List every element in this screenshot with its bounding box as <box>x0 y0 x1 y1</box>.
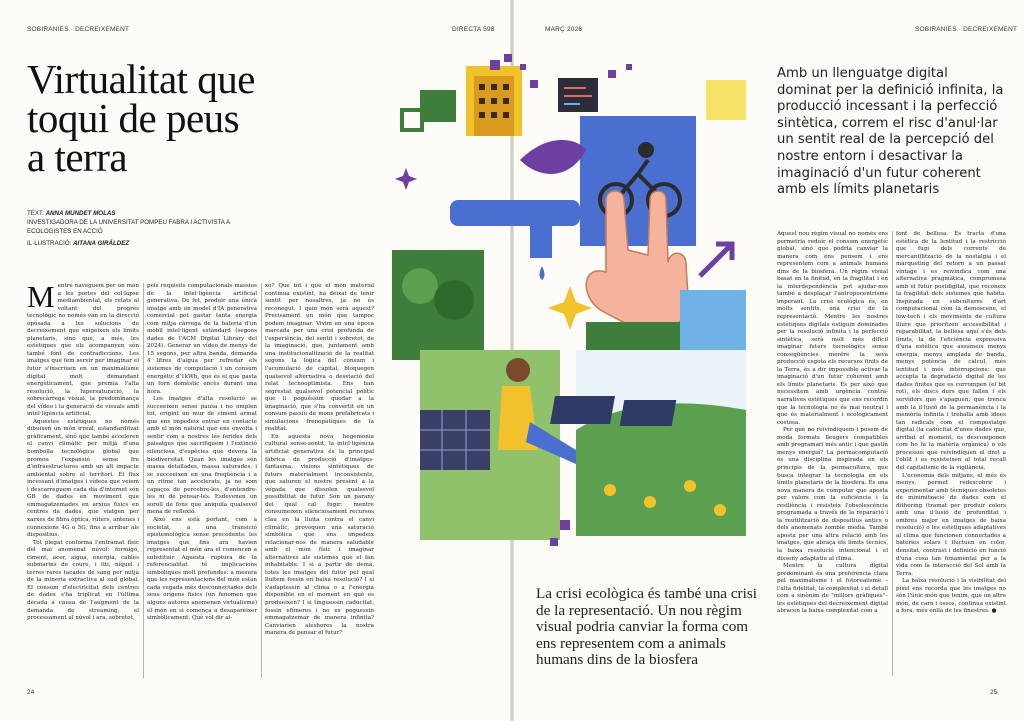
pixel-tree-tile <box>420 90 456 122</box>
author-credit <box>27 209 247 236</box>
paragraph: Les imatges d'alta resolució se succeeixen sense pausa i no omplen tot, erigint un mur de ciment armat que ens impedeix entrar en contacte amb el món natural que ens envolta i sentir com a nostres les ferides dels paisatges que sacrifiquem i l'extinció silenciosa d'espècies que devora la biodiversitat. Quan les imatges són massa detallades, massa saturades, i se succeeixen en una freqüència i a un ritme tan accelerats, ja no som capaços de percebre-les, d'entendre-les ni de pensar-les. Esdevenen un soroll de fons que aniquila qualsevol mena de reflexió. <box>147 396 257 516</box>
paragraph: Això ens està portant, com a societat, a una transició epistemològica sense precedents: les imatges que fins ara havien representat el món ara el comencen a substituir. Aquesta ruptura de la referencialitat té implicacions simbòliques molt profundes: a mesura que les representacions del món estan cada vegada més desconnectades dels seus orígens físics (un fenomen que alguns autores anomenen virtualisme) el món en si comença a desaparèixer simbòlicament. Què vol dir ai- <box>147 516 257 622</box>
column-rule <box>143 283 144 678</box>
column-rule <box>261 283 262 678</box>
cyclist-photo-tile <box>580 116 696 246</box>
water-drop <box>540 266 545 280</box>
issue-number: DIRECTA 598 <box>452 26 495 33</box>
paragraph: La baixa resolució i la visibilitat del píxel ens recorda que les imatges no són l'únic món que tenim, que un altre món, de carn i ossos, continua existint a fora, més enllà de les finestres. ● <box>896 578 1006 615</box>
faucet-pipe <box>450 200 580 226</box>
author-bio: INVESTIGADORA DE LA UNIVERSITAT POMPEU FABRA I ACTIVISTA A ECOLOGISTES EN ACCIÓ <box>27 219 230 235</box>
arrow-icon <box>700 246 730 276</box>
sun-tile <box>706 80 746 120</box>
column-rule <box>892 231 893 676</box>
body-column-5 <box>896 231 1006 679</box>
sky-tile <box>680 290 746 354</box>
paragraph: font de bellesa. Es tracta d'una estètica de la lentitud i la restricció que fugi dels corrents de mercantilització de la nostàlgia i el màrqueting del retorn a un passat vintage i es reivindica com una alternativa pragmàtica, compromesa amb el futur postdigital, que reconeix la fragilitat dels sistemes que habita. Inspirada en subcultures d'art computacional com la demoscene, el low-tech i els moviments de cultura lliure que prioritzen accessibilitat i reparabilitat, la bellesa aquí s'és dels límits, la de l'eficiència expressiva d'una estètica que assumeix menys energia, menys amplada de banda, menys potència de càlcul, més lentitud i més interrupcions: que accepta la degradació digital de les dades finites que es corrompen (el bit rot), els discs durs que fallen i els servidors que s'apaguen; que trenca amb la il·lusió de la permanència i la memòria infinita i treballa amb idees tan radicals com el compostatge digital (la caducitat d'unes dades que, arribat el moment, es descomponen com ho fa la matèria orgànica) o els processos que reivindiquen el dret a l'oblit i es resisteixen al total recall del capitalisme de la vigilància. <box>896 231 1006 471</box>
lead-paragraph <box>27 283 139 419</box>
illustration-credit <box>27 240 129 247</box>
pull-quote: La crisi ecològica és també una crisi de la representació. Un nou règim visual podria canviar la forma com ens representem com a animals humans dins de la biosfera <box>536 585 757 669</box>
issue-date: MARÇ 2026 <box>545 26 583 33</box>
paragraph: entre naveguem per un món a les portes del col·lapse mediambiental, els relats al voltant del progrés tecnològic no només van en la direcció oposada a les solucions de decreixement que exigeixen els límits planetaris, sinó que, a més, les estètiques que els acompanyen són també font de contradiccions. Les imatges que fem servir per imaginar el futur s'inscriuen en un maximalisme digital molt demandant energèticament, que premia l'alta resolució, la hipersaturació, la sobrecàrrega visual, la predominança del vídeo i la generació de visuals amb intel·ligència artificial. <box>27 283 139 418</box>
illustrator-name: AITANA GIRÁLDEZ <box>73 240 130 247</box>
paragraph: Aquest nou règim visual no només ens permetria reduir el consum energètic global, sinó que podria canviar la manera com ens pensem i ens representem com a animals humans dins de la biosfera. Un règim visual basat en la finitud, en la fragilitat i en la interdependència pot ajudar-nos també a desplaçar l'antropocentrisme imperant. La crisi ecològica és, en molts sentits, una crisi de la representació. Mentre les nostres estètiques digitals estiguin dominades per la resolució infinita i la perfecció sintètica, serà molt més difícil imaginar futurs tecnològics sense conseqüències mentre la seva producció esgota els recursos finits de la Terra, és a dir impossible activar la imaginació d'un futur coherent amb els límits planetaris. És per això que necessitem amb urgència contra-narratives estètiques que ens recordin que la tecnologia no és mai neutral i que és materialment i ecològicament costosa. <box>777 231 888 426</box>
page-number-left: 24 <box>27 689 35 696</box>
sparkle-small <box>395 168 417 190</box>
paragraph: xò? Que tot i que el món material continua existint, ha deixat de tenir sentit per nosaltres, ja no és reconegut. I quin món serà aquest? Precisament un món que tampoc podem imaginar. Vivim en una època marcada per una crisi profunda de l'experiència, del sentit i sobretot, de la imaginació, que, juntament amb una institucionalització de la realitat segons la lògica del consum i l'acumulació de capital, bloquegen qualsevol alternativa o desviació del relat tecnooptimista. Ens han segrestat qualsevol potencial polític que li poguéssim quedar a la imaginació, que s'ha convertit en un consum passiu de mons prefabricats i simulacions frenopàtiques de la realitat. <box>265 283 374 433</box>
paragraph: pels requisits computacionals massius de la intel·ligència artificial generativa. De fet, produir una única imatge amb un model d'IA generativa comercial pot gastar tanta energia com mitja càrrega de la bateria d'un mòbil intel·ligent estàndard (segons dades de l'ACM Digital Library del 2024). Generar un vídeo de menys de 15 segons, per altra banda, demanda 4 litres d'aigua per refredar els sistemes de computació i un consum energètic d'1kWh, que és el que gasta un forn domèstic encès durant una hora. <box>147 283 257 395</box>
sparkle-star <box>548 286 592 330</box>
page-number-right: 25 <box>990 689 998 696</box>
standfirst: Amb un llenguatge digital dominat per la definició infinita, la producció incessant i la perfecció sintètica, correm el risc d'anul·lar un sentit real de la percepció del nostre entorn i desactivar la imaginació d'un futur coherent amb els límits planetaris <box>777 66 1004 198</box>
paragraph: L'economia dels mitjans, el més és menys, permet redescobrir i experimentar amb tècniques obsoletes de minimització de dades com el dithering (tramat per produir colors amb una il·lusió de profunditat i ombres major en imatges de baixa resolució) o les estètiques adaptatives al clima que funcionen connectades a bateries solars i fluctuen en color, densitat, contrast i definició en funció d'una cosa tan fonamental per a la vida com la interacció del Sol amb la Terra. <box>896 472 1006 577</box>
body-column-1 <box>27 283 139 679</box>
paragraph: Mentre la cultura digital predominant és una preferència clara pel maximalisme i el fotorealisme –l'alta fidelitat, la complexitat i el detall com a sinònim de "millors gràfiques"– les estètiques del decreixement digital abracen la baixa complexitat com a <box>777 563 888 615</box>
collage-illustration <box>380 50 772 580</box>
illustration-label: IL·LUSTRACIÓ: <box>27 240 72 247</box>
text-label: TEXT: <box>27 210 44 217</box>
paragraph: Tot plegat conforma l'entramat físic del mal anomenat núvol: formigó, ciment, acer, aigua, energia, cables submarins de coure, i liti, níquel i terres rares tacades de sang per mitjà de la mineria extractiva al sud global. El consum d'electricitat dels centres de dades s'ha triplicat en l'última dècada a causa de l'augment de la demanda de streaming, el processament al núvol i ara, sobretot, <box>27 539 139 622</box>
outline-square <box>402 110 422 130</box>
body-column-3 <box>265 283 374 679</box>
running-head-left: SOBIRANIES · DECREIXEMENT <box>27 26 130 33</box>
body-column-4 <box>777 231 888 679</box>
running-head-right: SOBIRANIES · DECREIXEMENT <box>915 26 1018 33</box>
leaf-shape <box>520 140 586 174</box>
paragraph: Aquestes estètiques no només dibuixen un món irreal, estandarditzat gràficament, sinó que també acceleren el canvi climàtic per mitjà d'una bombolla tecnològica global que promou l'expansió sense fre d'infraestructures amb un alt impacte ambiental sobre el territori. El flux incessant d'imatges i vídeos que veiem i descarreguem cada dia d'internet són GB de dades en moviment que emmagatzemades en arxius físics en centres de dades, que viatgen per xarxes de fibra òptica, rúters, antenes i connexions 4G o 5G, fins a arribar als dispositius. <box>27 418 139 539</box>
article-title: Virtualitat que toqui de peus a terra <box>27 56 255 180</box>
author-name: ANNA MUNDET MOLAS <box>45 210 116 217</box>
body-column-2 <box>147 283 257 679</box>
paragraph: Per què no reivindiquem i posem de moda formats lleugers compatibles amb programari més antic i que gastin menys energia? La permacomputació és una disciplina inspirada en els principis de la permacultura, que busca integrar la tecnologia en els límits planetaris de la biosfera. És una nova manera de computar que aposta per valors com la suficiència i la resiliència i resisteix l'obsolescència programada a través de la reparació i la reutilització de dispositius antics o dels anomenats zombie media. També aposta per una altra relació amb les imatges, que abraça els límits tècnics, la baixa resolució intencional i el disseny adaptatiu al clima. <box>777 427 888 562</box>
drop-cap: M <box>27 283 55 314</box>
paragraph: En aquesta nova hegemonia cultural sense-sentit, la intel·ligència artificial generativa és la principal fàbrica de producció d'imatges-fantasma, visions sintètiques de futurs materialment inconsistents, que saturen el nostre present a la vegada que dissolen qualsevol possibilitat de futur. Són un parany del qual cal fugir: mentre consumeixen silenciosament recursos clau en la lluita contra el canvi climàtic, provoquen una saturació simbòlica que ens impedeix relacionar-nos de manera saludable amb el món físic i imaginar alternatives als sistemes que el fan inhabitable. I si a partir de demà, totes les imatges del futur pel qual lluitem fossin en baixa resolució? I si s'adaptessin al clima o a l'energia disponible en el moment en què es produeixen? I si tinguessin caducitat, fossin efímeres i no es poguessin emmagatzemar de manera infinita? Canviarien aleshores la nostra manera de pensar el futur? <box>265 433 374 637</box>
